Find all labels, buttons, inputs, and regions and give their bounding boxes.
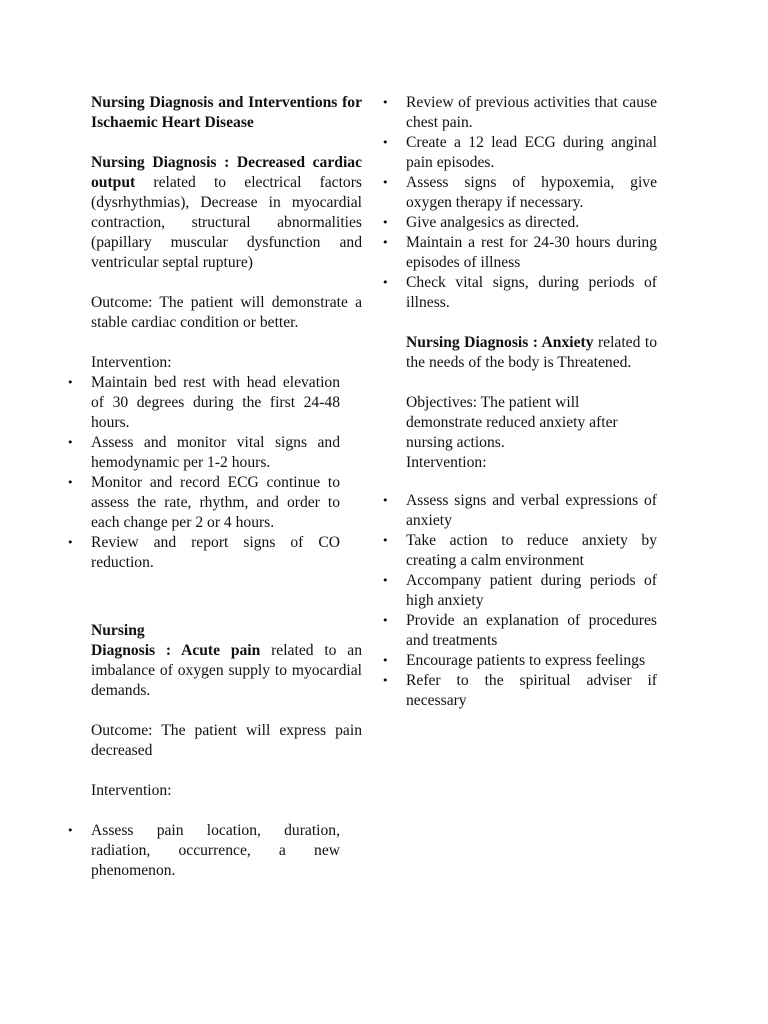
- diagnosis-anxiety: [406, 333, 657, 373]
- list-item-text: Accompany patient during periods of high anxiety: [406, 572, 657, 609]
- list-item-text: Assess signs and verbal expressions of anxiety: [406, 492, 657, 529]
- list-item-text: Check vital signs, during periods of illness.: [406, 274, 657, 311]
- intervention-list: [67, 821, 340, 881]
- list-item: [67, 473, 340, 533]
- bullet-icon: •: [382, 136, 389, 149]
- diagnosis-decreased-cardiac-output: [91, 153, 362, 273]
- diagnosis-text: related to the needs of the body is Threatened.: [406, 334, 657, 371]
- bullet-icon: •: [67, 476, 74, 489]
- bullet-icon: •: [382, 176, 389, 189]
- intervention-label: Intervention:: [91, 354, 172, 371]
- list-item-text: Review of previous activities that cause chest pain.: [406, 94, 657, 131]
- list-item-text: Review and report signs of CO reduction.: [91, 534, 340, 571]
- bullet-icon: •: [67, 536, 74, 549]
- bullet-icon: •: [382, 96, 389, 109]
- list-item-text: Assess signs of hypoxemia, give oxygen therapy if necessary.: [406, 174, 657, 211]
- list-item: [382, 173, 657, 213]
- diagnosis-acute-pain: [91, 621, 362, 701]
- list-item: [382, 273, 657, 313]
- list-item: [382, 233, 657, 273]
- objectives-text: Objectives: The patient will demonstrate reduced anxiety after nursing actions.: [406, 394, 618, 451]
- intervention-label: Intervention:: [406, 454, 487, 471]
- diagnosis-label: Nursing Diagnosis : Decreased cardiac output: [91, 154, 362, 191]
- bullet-icon: •: [382, 216, 389, 229]
- intervention-list: [67, 373, 340, 573]
- bullet-icon: •: [382, 574, 389, 587]
- list-item: [382, 671, 657, 711]
- bullet-icon: •: [382, 534, 389, 547]
- list-item-text: Encourage patients to express feelings: [406, 652, 646, 669]
- list-item: [382, 571, 657, 611]
- list-item: [382, 93, 657, 133]
- list-item-text: Monitor and record ECG continue to assess the rate, rhythm, and order to each change per 2 or 4 hours.: [91, 474, 340, 531]
- list-item: [67, 533, 340, 573]
- list-item: [382, 611, 657, 651]
- bullet-icon: •: [67, 824, 74, 837]
- list-item-text: Create a 12 lead ECG during anginal pain episodes.: [406, 134, 657, 171]
- intervention-list-continued: [382, 93, 657, 313]
- list-item-text: Maintain bed rest with head elevation of 30 degrees during the first 24-48 hours.: [91, 374, 340, 431]
- diagnosis-label: Nursing: [91, 622, 145, 639]
- right-column: [382, 93, 657, 711]
- bullet-icon: •: [382, 276, 389, 289]
- outcome-text: Outcome: The patient will demonstrate a stable cardiac condition or better.: [91, 294, 362, 331]
- list-item: [67, 433, 340, 473]
- diagnosis-text: related to electrical factors (dysrhythmias), Decrease in myocardial contraction, structural abnormalities (papillary muscular dysfunction and ventricular septal rupture): [91, 174, 362, 271]
- bullet-icon: •: [382, 494, 389, 507]
- document-title: Nursing Diagnosis and Interventions for Ischaemic Heart Disease: [91, 94, 362, 131]
- diagnosis-label: Nursing Diagnosis : Anxiety: [406, 334, 594, 351]
- bullet-icon: •: [382, 614, 389, 627]
- list-item: [382, 213, 657, 233]
- list-item: [67, 373, 340, 433]
- list-item-text: Maintain a rest for 24-30 hours during episodes of illness: [406, 234, 657, 271]
- list-item-text: Assess pain location, duration, radiation, occurrence, a new phenomenon.: [91, 822, 340, 879]
- outcome-text: Outcome: The patient will express pain decreased: [91, 722, 362, 759]
- list-item-text: Take action to reduce anxiety by creating a calm environment: [406, 532, 657, 569]
- intervention-label: Intervention:: [91, 782, 172, 799]
- list-item: [382, 491, 657, 531]
- bullet-icon: •: [67, 376, 74, 389]
- list-item: [67, 821, 340, 881]
- bullet-icon: •: [67, 436, 74, 449]
- list-item-text: Refer to the spiritual adviser if necessary: [406, 672, 657, 709]
- intervention-list: [382, 491, 657, 711]
- list-item: [382, 531, 657, 571]
- list-item-text: Provide an explanation of procedures and treatments: [406, 612, 657, 649]
- bullet-icon: •: [382, 236, 389, 249]
- diagnosis-text: related to an imbalance of oxygen supply to myocardial demands.: [91, 642, 362, 699]
- bullet-icon: •: [382, 654, 389, 667]
- diagnosis-label: Diagnosis : Acute pain: [91, 642, 261, 659]
- list-item: [382, 133, 657, 173]
- list-item-text: Assess and monitor vital signs and hemodynamic per 1-2 hours.: [91, 434, 340, 471]
- bullet-icon: •: [382, 674, 389, 687]
- list-item: [382, 651, 657, 671]
- list-item-text: Give analgesics as directed.: [406, 214, 580, 231]
- left-column: [67, 93, 362, 881]
